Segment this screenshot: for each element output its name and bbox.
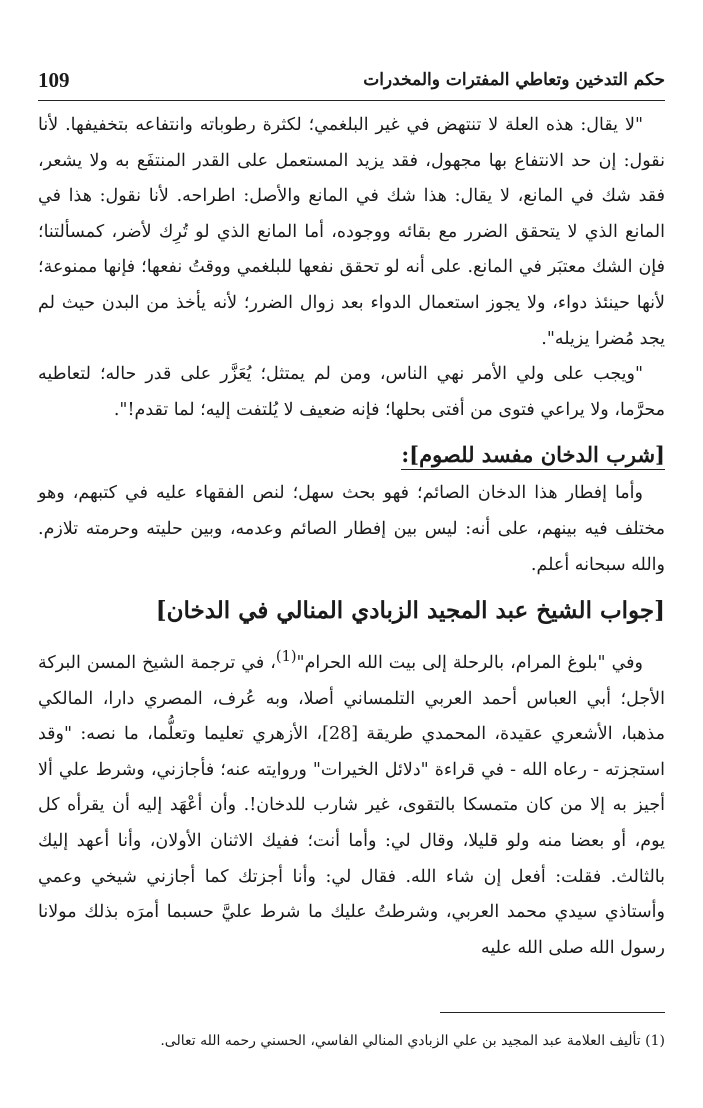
footnote-divider bbox=[440, 1012, 665, 1013]
running-title: حكم التدخين وتعاطي المفترات والمخدرات bbox=[363, 70, 665, 90]
header-divider bbox=[38, 100, 665, 101]
paragraph-answer-rest: ، في ترجمة الشيخ المسن البركة الأجل؛ أبي العباس أحمد العربي التلمساني أصلا، وبه عُرف، المصري دارا، المالكي مذهبا، الأشعري عقيدة، المحمدي طريقة [28]، الأزهري تعليما وتعلُّما، ما نصه: "وقد استجزته - رعاه الله - في قراءة "دلائل الخيرات" وروايته عنه؛ فأجازني، وشرط علي ألا أجيز به إلا من كان متمسكا بالتقوى، غير شارب للدخان!. وأن أعْهَد إليه أن يقرأه كل يوم، أو بعضا منه ولو قليلا، وقال لي: وأما أنت؛ ففيك الاثنان الأولان، وأنا أعهد إليك بالثالث. فقلت: أفعل إن شاء الله. فقال لي: وأنا أجزتك كما أجازني شيخي وعمي وأستاذي سيدي محمد العربي، وشرطتُ عليك ما شرط عليَّ حسبما أمرَه بذلك مولانا رسول الله صلى الله عليه bbox=[38, 652, 665, 958]
paragraph-answer bbox=[38, 639, 665, 966]
footnote-marker[interactable]: (1) bbox=[275, 648, 297, 666]
section-heading: [جواب الشيخ عبد المجيد الزبادي المنالي في الدخان] bbox=[155, 597, 665, 625]
section-subheading bbox=[38, 438, 665, 472]
footnote: (1) تأليف العلامة عبد المجيد بن علي الزبادي المنالي الفاسي، الحسني رحمه الله تعالى. bbox=[160, 1033, 665, 1049]
page-number: 109 bbox=[38, 68, 70, 92]
running-header bbox=[38, 62, 665, 96]
paragraph-answer-lead: وفي "بلوغ المرام، بالرحلة إلى بيت الله الحرام" bbox=[296, 652, 643, 673]
paragraph-quote-1: "لا يقال: هذه العلة لا تنتهض في غير البلغمي؛ لكثرة رطوباته وانتفاعه بتخفيفها. لأنا نقول: إن حد الانتفاع بها مجهول، فقد يزيد المستعمل على القدر المنتفَع به ولا يشعر، فقد شك في المانع، لا يقال: هذا شك في المانع والأصل: اطراحه. لأنا نقول: هذا في المانع الذي لا يتحقق الضرر مع بقائه ووجوده، أما المانع الذي لو تُرِك لأضر، كمسألتنا؛ فإن الشك معتبَر في المانع. على أنه لو تحقق نفعها للبلغمي ووقتُ نفعها؛ فإنها ممنوعة؛ لأنها حينئذ دواء، ولا يجوز استعمال الدواء بعد زوال الضرر؛ لأنه يأخذ من البدن حيث لم يجد مُضرا يزيله". bbox=[38, 115, 665, 349]
main-text bbox=[38, 108, 665, 966]
section-subheading-text: [شرب الدخان مفسد للصوم]: bbox=[401, 442, 665, 470]
paragraph-fasting: وأما إفطار هذا الدخان الصائم؛ فهو بحث سهل؛ لنص الفقهاء عليه في كتبهم، وهو مختلف فيه بينهم، على أنه: ليس بين إفطار الصائم وعدمه، وبين حليته وحرمته تلازم. والله سبحانه أعلم. bbox=[38, 483, 665, 575]
paragraph-quote-2: "ويجب على ولي الأمر نهي الناس، ومن لم يمتثل؛ يُعَزَّر على قدر حاله؛ لتعاطيه محرَّما، ولا يراعي فتوى من أفتى بحلها؛ فإنه ضعيف لا يُلتفت إليه؛ لما تقدم!". bbox=[38, 364, 665, 420]
